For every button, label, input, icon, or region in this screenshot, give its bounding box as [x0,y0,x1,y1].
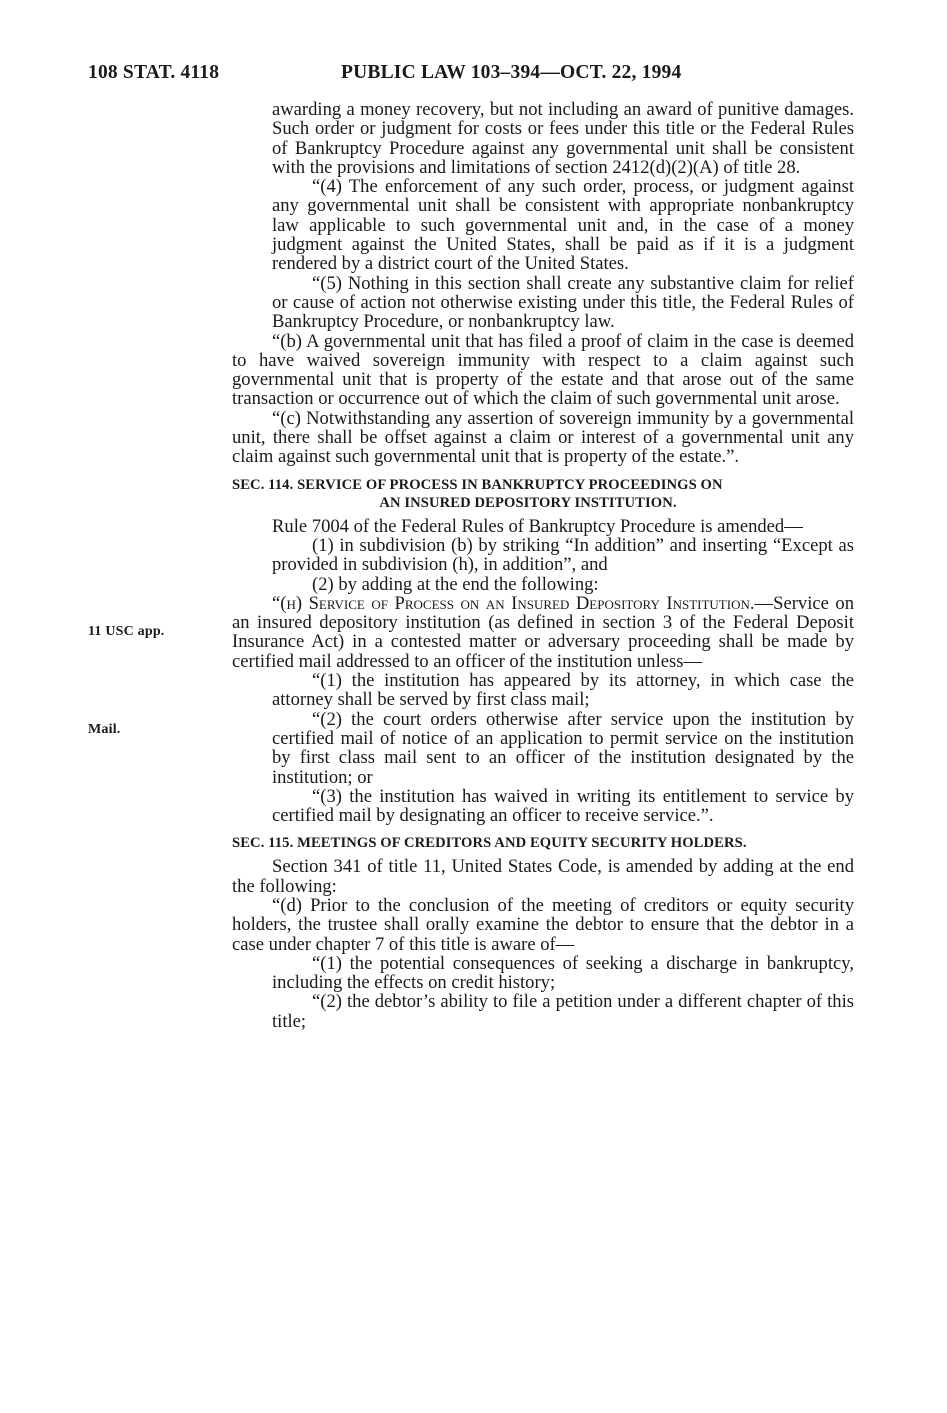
subdivision-h-item-3: “(3) the institution has waived in writing its entitlement to service by certified mail by designating an officer to receive service.”. [272,785,854,827]
subsection-d-item-2: “(2) the debtor’s ability to file a petition under a different chapter of this title; [272,991,854,1032]
subsection-d: “(d) Prior to the conclusion of the meeting of creditors or equity security holders, the trustee shall orally examine the debtor to ensure that the debtor in a case under chapter 7 of this title is aware of— [232,894,854,955]
amendment-1: (1) in subdivision (b) by striking “In addition” and inserting “Except as provided in subdivision (h), in addition”, and [272,534,854,576]
subdivision-h [232,594,854,671]
section-115-heading: SEC. 115. MEETINGS OF CREDITORS AND EQUITY SECURITY HOLDERS. [232,835,747,852]
section-114-heading [232,476,854,512]
paragraph-b: “(b) A governmental unit that has filed a proof of claim in the case is deemed to have waived sovereign immunity with respect to a claim against such governmental unit that is property of the estate and that arose out of the same transaction or occurrence out of which the claim of such governmental unit arose. [232,330,854,410]
section-341-intro: Section 341 of title 11, United States Code, is amended by adding at the end the following: [232,856,854,897]
subdivision-h-item-2: “(2) the court orders otherwise after service upon the institution by certified mail of notice of an application to permit service on the institution by first class mail sent to an officer of the institution designated by the institution; or [272,708,854,788]
page-header [88,62,858,86]
paragraph-c: “(c) Notwithstanding any assertion of sovereign immunity by a governmental unit, there shall be offset against a claim or interest of a governmental unit any claim against such governmental unit that is property of the estate.”. [232,407,854,468]
amendment-2: (2) by adding at the end the following: [312,573,599,595]
section-114-heading-line2: AN INSURED DEPOSITORY INSTITUTION. [379,494,677,511]
paragraph-4: “(4) The enforcement of any such order, process, or judgment against any governmental unit shall be consistent with appropriate nonbankruptcy law applicable to such governmental unit and, in the case of a money judgment against the United States, shall be paid as if it is a judgment rendered by a district court of the United States. [272,176,854,275]
margin-note-mail: Mail. [88,722,121,737]
body-text [232,100,854,1031]
public-law-title: PUBLIC LAW 103–394—OCT. 22, 1994 [341,62,682,83]
subdivision-h-heading: “(h) Service of Process on an Insured Depository Institution. [272,592,755,614]
section-114-heading-line1: SEC. 114. SERVICE OF PROCESS IN BANKRUPTCY PROCEEDINGS ON [232,476,723,493]
paragraph-continuation: awarding a money recovery, but not including an award of punitive damages. Such order or judgment for costs or fees under this title or the Federal Rules of Bankruptcy Procedure against any governmental unit shall be consistent with the provisions and limitations of section 2412(d)(2)(A) of title 28. [272,99,854,178]
rule-7004-intro: Rule 7004 of the Federal Rules of Bankruptcy Procedure is amended— [272,515,803,537]
subdivision-h-item-1: “(1) the institution has appeared by its attorney, in which case the attorney shall be served by first class mail; [272,670,854,711]
subdivision-h-text: —Service on an insured depository institution (as defined in section 3 of the Federal Deposit Insurance Act) in a contested matter or adversary proceeding shall be made by certified mail addressed to an officer of the institution unless— [232,592,854,672]
statute-page-number: 108 STAT. 4118 [88,62,220,83]
subsection-d-item-1: “(1) the potential consequences of seeking a discharge in bankruptcy, including the effects on credit history; [272,952,854,994]
paragraph-5: “(5) Nothing in this section shall create any substantive claim for relief or cause of action not otherwise existing under this title, the Federal Rules of Bankruptcy Procedure, or nonbankruptcy law. [272,272,854,333]
margin-note-usc: 11 USC app. [88,624,165,639]
